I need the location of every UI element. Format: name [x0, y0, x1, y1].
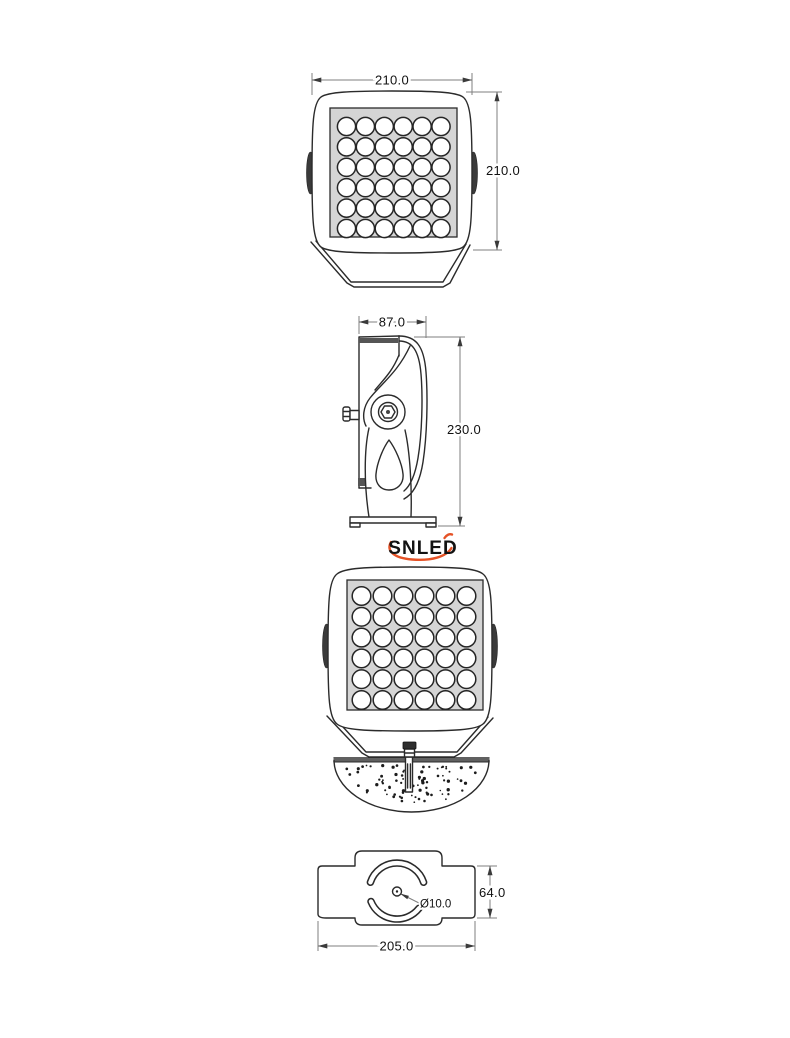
led-lamp: [373, 587, 392, 606]
led-lamp: [432, 219, 450, 237]
led-lamp: [436, 649, 455, 668]
stipple-dot: [460, 779, 463, 782]
stipple-dot: [417, 784, 419, 786]
side-depth-dimension: [359, 315, 426, 339]
stipple-dot: [437, 768, 439, 770]
led-lamp: [375, 199, 393, 217]
led-lamp: [415, 691, 434, 710]
led-lamp: [352, 608, 371, 627]
side-height-dimension: [414, 337, 481, 526]
stipple-dot: [357, 767, 360, 770]
led-lamp: [413, 219, 431, 237]
side-base-plate: [350, 517, 436, 527]
led-lamp: [413, 199, 431, 217]
stipple-dot: [418, 798, 421, 801]
stipple-dot: [442, 775, 444, 777]
led-lamp: [413, 158, 431, 176]
side-arm-cutout: [376, 440, 403, 490]
stipple-dot: [411, 795, 413, 797]
stipple-dot: [423, 800, 426, 803]
led-lamp: [457, 628, 476, 647]
led-lamp: [373, 628, 392, 647]
stipple-dot: [384, 789, 386, 791]
stipple-dot: [457, 778, 459, 780]
led-lamp: [394, 117, 412, 135]
stipple-dot: [393, 793, 396, 796]
base-plate-view: [318, 851, 506, 954]
stipple-dot: [422, 766, 425, 769]
led-lamp: [415, 628, 434, 647]
side-heatsink-fins: [359, 338, 398, 343]
led-lamp: [337, 158, 355, 176]
stipple-dot: [382, 782, 384, 784]
led-lamp: [373, 691, 392, 710]
stipple-dot: [402, 791, 405, 794]
base-tab-height-label: 64.0: [479, 885, 506, 900]
base-tab-height-dimension: [477, 866, 506, 918]
led-lamp: [373, 608, 392, 627]
led-lamp: [394, 587, 413, 606]
stipple-dot: [366, 765, 368, 767]
led-lamp: [432, 199, 450, 217]
stipple-dot: [445, 768, 447, 770]
stipple-dot: [401, 774, 404, 777]
led-lamp: [394, 691, 413, 710]
mounted-view: [323, 567, 498, 812]
led-lamp: [352, 670, 371, 689]
led-lamp: [352, 587, 371, 606]
led-lamp: [375, 179, 393, 197]
led-lamp: [337, 219, 355, 237]
led-lamp: [394, 670, 413, 689]
led-lamp: [436, 628, 455, 647]
led-lamp: [356, 219, 374, 237]
hole-diameter-label: Ø10.0: [420, 898, 452, 911]
led-lamp: [375, 138, 393, 156]
stipple-dot: [461, 789, 463, 791]
stipple-dot: [378, 778, 380, 780]
side-view: [343, 315, 481, 528]
led-lamp: [394, 649, 413, 668]
stipple-dot: [401, 800, 404, 803]
bolt-head: [403, 742, 416, 749]
stipple-dot: [426, 781, 428, 783]
stipple-dot: [423, 777, 426, 780]
stipple-dot: [366, 791, 368, 793]
led-lamp: [436, 608, 455, 627]
led-lamp: [436, 670, 455, 689]
led-lamp: [457, 608, 476, 627]
led-lamp: [394, 138, 412, 156]
led-lamp: [356, 158, 374, 176]
side-height-label: 230.0: [447, 422, 482, 437]
front-height-label: 210.0: [486, 163, 521, 178]
stipple-dot: [437, 775, 440, 778]
led-lamp: [356, 138, 374, 156]
stipple-dot: [474, 771, 477, 774]
stipple-dot: [425, 787, 427, 789]
led-lamp: [457, 691, 476, 710]
stipple-dot: [402, 778, 404, 780]
stipple-dot: [381, 764, 384, 767]
led-lamp: [394, 179, 412, 197]
led-lamp: [352, 649, 371, 668]
stipple-dot: [442, 766, 444, 768]
led-lamp: [337, 138, 355, 156]
stipple-dot: [418, 778, 420, 780]
stipple-dot: [361, 765, 364, 768]
led-lamp: [337, 117, 355, 135]
led-lamp: [373, 670, 392, 689]
led-lamp: [375, 117, 393, 135]
front-width-label: 210.0: [374, 72, 410, 88]
stipple-dot: [413, 801, 415, 803]
led-lamp: [413, 138, 431, 156]
brand-name: SNLED: [388, 538, 458, 559]
led-lamp: [356, 199, 374, 217]
led-lamp: [415, 670, 434, 689]
led-lamp: [415, 587, 434, 606]
stipple-dot: [460, 766, 463, 769]
led-lamp: [432, 179, 450, 197]
base-width-label: 205.0: [379, 938, 414, 954]
stipple-dot: [419, 789, 422, 792]
led-lamp: [432, 158, 450, 176]
stipple-dot: [420, 770, 423, 773]
stipple-dot: [428, 766, 430, 768]
stipple-dot: [369, 765, 371, 767]
led-lamp: [415, 608, 434, 627]
led-lamp: [394, 219, 412, 237]
led-lamp: [375, 219, 393, 237]
led-lamp: [356, 117, 374, 135]
brand-logo: [388, 534, 457, 560]
led-lamp: [352, 628, 371, 647]
stipple-dot: [447, 788, 450, 791]
stipple-dot: [386, 794, 388, 796]
stipple-dot: [447, 793, 449, 795]
led-lamp: [415, 649, 434, 668]
led-lamp: [436, 587, 455, 606]
led-lamp: [413, 117, 431, 135]
side-depth-label: 87.0: [378, 314, 406, 330]
stipple-dot: [400, 796, 403, 799]
stipple-dot: [442, 793, 444, 795]
led-lamp: [432, 138, 450, 156]
led-lamp: [352, 691, 371, 710]
stipple-dot: [357, 784, 360, 787]
stipple-dot: [395, 779, 398, 782]
led-lamp: [373, 649, 392, 668]
stipple-dot: [430, 794, 433, 797]
led-lamp: [375, 158, 393, 176]
led-lamp: [394, 608, 413, 627]
led-lamp: [413, 179, 431, 197]
stipple-dot: [380, 775, 383, 778]
front-view: [307, 73, 521, 288]
led-lamp: [394, 199, 412, 217]
led-lamp: [394, 158, 412, 176]
stipple-dot: [388, 786, 391, 789]
stipple-dot: [394, 773, 397, 776]
stipple-dot: [443, 779, 445, 781]
led-lamp: [457, 670, 476, 689]
led-lamp: [436, 691, 455, 710]
stipple-dot: [445, 766, 447, 768]
stipple-dot: [464, 782, 467, 785]
stipple-dot: [375, 783, 378, 786]
stipple-dot: [403, 770, 405, 772]
side-knob: [343, 407, 359, 421]
led-lamp: [457, 587, 476, 606]
stipple-dot: [382, 779, 384, 781]
stipple-dot: [391, 766, 394, 769]
led-lamp: [432, 117, 450, 135]
led-lamp: [457, 649, 476, 668]
led-lamp: [337, 199, 355, 217]
stipple-dot: [396, 764, 399, 767]
stipple-dot: [345, 768, 348, 771]
stipple-dot: [414, 796, 416, 798]
stipple-dot: [356, 771, 359, 774]
stipple-dot: [392, 795, 395, 798]
base-width-dimension: [318, 921, 475, 954]
stipple-dot: [445, 798, 447, 800]
led-lamp: [394, 628, 413, 647]
stipple-dot: [400, 782, 402, 784]
stipple-dot: [426, 792, 428, 794]
stipple-dot: [447, 780, 450, 783]
led-lamp: [337, 179, 355, 197]
side-pivot-bolt: [371, 395, 405, 429]
stipple-dot: [469, 766, 472, 769]
stipple-dot: [348, 773, 351, 776]
stipple-dot: [440, 790, 442, 792]
led-lamp: [356, 179, 374, 197]
stipple-dot: [421, 781, 424, 784]
stipple-dot: [449, 771, 451, 773]
